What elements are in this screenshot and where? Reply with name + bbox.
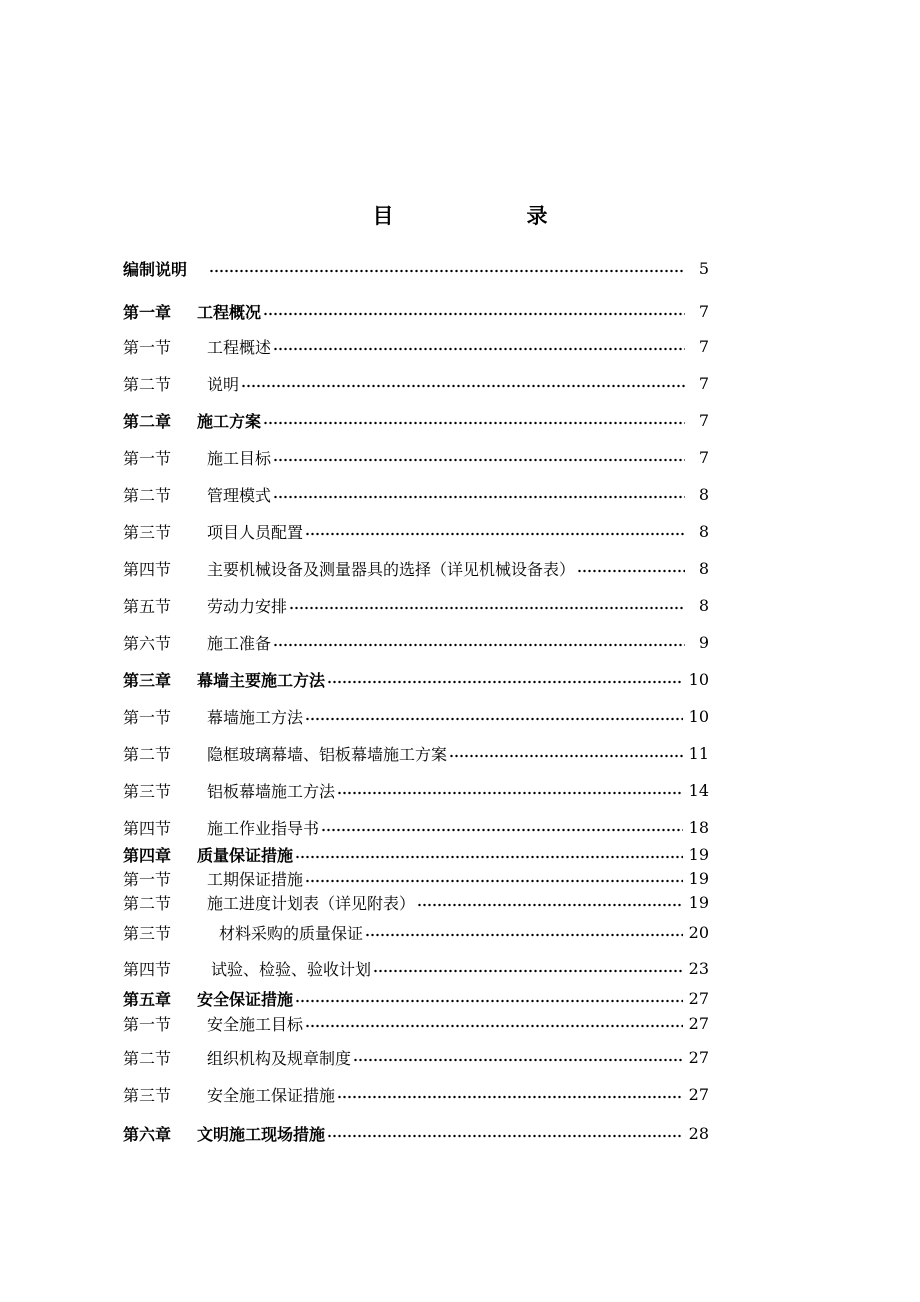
toc-entry-title: 项目人员配置 (207, 522, 304, 542)
toc-section-row[interactable] (123, 446, 709, 468)
toc-entry-label: 第六节 (123, 633, 172, 653)
toc-leader-dots (305, 1012, 683, 1034)
toc-page-number: 7 (698, 373, 709, 393)
toc-chapter-row[interactable] (123, 843, 709, 865)
toc-page-number: 19 (688, 868, 709, 888)
toc-entry-label: 第三节 (123, 781, 172, 801)
toc-page-number: 8 (698, 558, 709, 578)
toc-entry-label: 第三节 (123, 522, 172, 542)
toc-leader-dots (273, 335, 685, 357)
toc-entry-label: 第三节 (123, 1085, 172, 1105)
toc-leader-dots (305, 867, 683, 889)
toc-page-number: 7 (698, 447, 709, 467)
toc-entry-label: 第一章 (123, 302, 172, 322)
toc-section-row[interactable] (123, 779, 709, 801)
toc-entry-label: 第二节 (123, 374, 172, 394)
toc-entry-label: 第四节 (123, 559, 172, 579)
toc-section-row[interactable] (123, 867, 709, 889)
toc-section-row[interactable] (123, 742, 709, 764)
toc-entry-title: 施工准备 (207, 633, 272, 653)
toc-entry-label: 第一节 (123, 869, 172, 889)
toc-page-number: 11 (688, 743, 709, 763)
toc-entry-title: 材料采购的质量保证 (219, 923, 364, 943)
toc-entry-title: 文明施工现场措施 (197, 1124, 326, 1144)
toc-section-row[interactable] (123, 816, 709, 838)
toc-section-row[interactable] (123, 891, 709, 913)
toc-entry-label: 编制说明 (123, 259, 188, 279)
toc-entry-title: 工程概述 (207, 337, 272, 357)
toc-entry-label: 第二节 (123, 744, 172, 764)
toc-entry-label: 第四章 (123, 845, 172, 865)
toc-leader-dots (577, 557, 685, 579)
toc-leader-dots (305, 520, 685, 542)
toc-entry-title: 安全施工目标 (207, 1014, 304, 1034)
toc-leader-dots (327, 668, 683, 690)
toc-entry-label: 第二章 (123, 411, 172, 431)
toc-leader-dots (337, 1083, 683, 1105)
toc-entry-label: 第三节 (123, 923, 172, 943)
toc-page-number: 19 (688, 892, 709, 912)
toc-section-row[interactable] (123, 594, 709, 616)
toc-entry-label: 第五节 (123, 596, 172, 616)
toc-leader-dots (327, 1122, 683, 1144)
toc-entry-title: 主要机械设备及测量器具的选择（详见机械设备表） (207, 559, 576, 579)
toc-page-number: 7 (698, 336, 709, 356)
toc-page-number: 20 (688, 922, 709, 942)
toc-page-number: 28 (688, 1123, 709, 1143)
toc-title: 目 录 (372, 204, 604, 228)
toc-chapter-row[interactable] (123, 668, 709, 690)
toc-page-number: 9 (698, 632, 709, 652)
toc-entry-label: 第二节 (123, 893, 172, 913)
toc-entry-label: 第一节 (123, 1014, 172, 1034)
toc-entry-title: 管理模式 (207, 485, 272, 505)
toc-leader-dots (273, 446, 685, 468)
toc-page-number: 7 (698, 301, 709, 321)
toc-entry-title: 施工目标 (207, 448, 272, 468)
toc-leader-dots (373, 957, 683, 979)
toc-leader-dots (273, 631, 685, 653)
toc-entry-label: 第一节 (123, 337, 172, 357)
toc-page-number: 8 (698, 595, 709, 615)
toc-leader-dots (295, 987, 683, 1009)
toc-leader-dots (321, 816, 683, 838)
toc-section-row[interactable] (123, 483, 709, 505)
toc-section-row[interactable] (123, 1012, 709, 1034)
toc-leader-dots (449, 742, 683, 764)
toc-entry-label: 第六章 (123, 1124, 172, 1144)
toc-entry-title: 说明 (207, 374, 240, 394)
toc-section-row[interactable] (123, 705, 709, 727)
toc-entry-title: 质量保证措施 (197, 845, 294, 865)
toc-entry-title: 隐框玻璃幕墙、铝板幕墙施工方案 (207, 744, 448, 764)
toc-entry-label: 第四节 (123, 959, 172, 979)
toc-chapter-row[interactable] (123, 257, 709, 279)
toc-leader-dots (241, 372, 685, 394)
toc-page-number: 8 (698, 521, 709, 541)
toc-entry-title: 安全保证措施 (197, 989, 294, 1009)
toc-page-number: 10 (688, 706, 709, 726)
toc-leader-dots (263, 409, 685, 431)
toc-section-row[interactable] (123, 557, 709, 579)
toc-leader-dots (353, 1046, 683, 1068)
toc-entry-label: 第二节 (123, 1048, 172, 1068)
toc-chapter-row[interactable] (123, 987, 709, 1009)
toc-leader-dots (289, 594, 685, 616)
toc-entry-label: 第一节 (123, 448, 172, 468)
toc-entry-label: 第五章 (123, 989, 172, 1009)
toc-entry-title: 试验、检验、验收计划 (211, 959, 372, 979)
toc-entry-label: 第一节 (123, 707, 172, 727)
toc-section-row[interactable] (123, 335, 709, 357)
toc-page-number: 14 (688, 780, 709, 800)
toc-leader-dots (209, 257, 685, 279)
toc-section-row[interactable] (123, 921, 709, 943)
toc-leader-dots (305, 705, 683, 727)
toc-entry-title: 幕墙主要施工方法 (197, 670, 326, 690)
toc-entry-label: 第四节 (123, 818, 172, 838)
toc-entry-label: 第三章 (123, 670, 172, 690)
toc-leader-dots (365, 921, 683, 943)
toc-entry-title: 幕墙施工方法 (207, 707, 304, 727)
toc-chapter-row[interactable] (123, 409, 709, 431)
toc-chapter-row[interactable] (123, 1122, 709, 1144)
toc-section-row[interactable] (123, 520, 709, 542)
toc-entry-title: 组织机构及规章制度 (207, 1048, 352, 1068)
toc-section-row[interactable] (123, 372, 709, 394)
toc-chapter-row[interactable] (123, 300, 709, 322)
toc-page-number: 8 (698, 484, 709, 504)
toc-section-row[interactable] (123, 1083, 709, 1105)
toc-entry-title: 安全施工保证措施 (207, 1085, 336, 1105)
toc-leader-dots (295, 843, 683, 865)
toc-section-row[interactable] (123, 631, 709, 653)
toc-page-number: 23 (688, 958, 709, 978)
toc-leader-dots (337, 779, 683, 801)
toc-leader-dots (263, 300, 685, 322)
toc-entry-title: 工期保证措施 (207, 869, 304, 889)
toc-page-number: 27 (688, 1084, 709, 1104)
toc-page-number: 18 (688, 817, 709, 837)
toc-page-number: 5 (698, 258, 709, 278)
toc-entry-label: 第二节 (123, 485, 172, 505)
toc-entry-title: 工程概况 (197, 302, 262, 322)
toc-page-number: 19 (688, 844, 709, 864)
toc-entry-title: 铝板幕墙施工方法 (207, 781, 336, 801)
toc-page-number: 27 (688, 988, 709, 1008)
toc-entry-title: 施工作业指导书 (207, 818, 320, 838)
toc-leader-dots (273, 483, 685, 505)
toc-section-row[interactable] (123, 1046, 709, 1068)
toc-entry-title: 劳动力安排 (207, 596, 288, 616)
toc-page-number: 10 (688, 669, 709, 689)
toc-page-number: 27 (688, 1013, 709, 1033)
toc-entry-title: 施工进度计划表（详见附表） (207, 893, 416, 913)
toc-page-number: 7 (698, 410, 709, 430)
toc-leader-dots (417, 891, 683, 913)
toc-page-number: 27 (688, 1047, 709, 1067)
toc-section-row[interactable] (123, 957, 709, 979)
toc-entry-title: 施工方案 (197, 411, 262, 431)
